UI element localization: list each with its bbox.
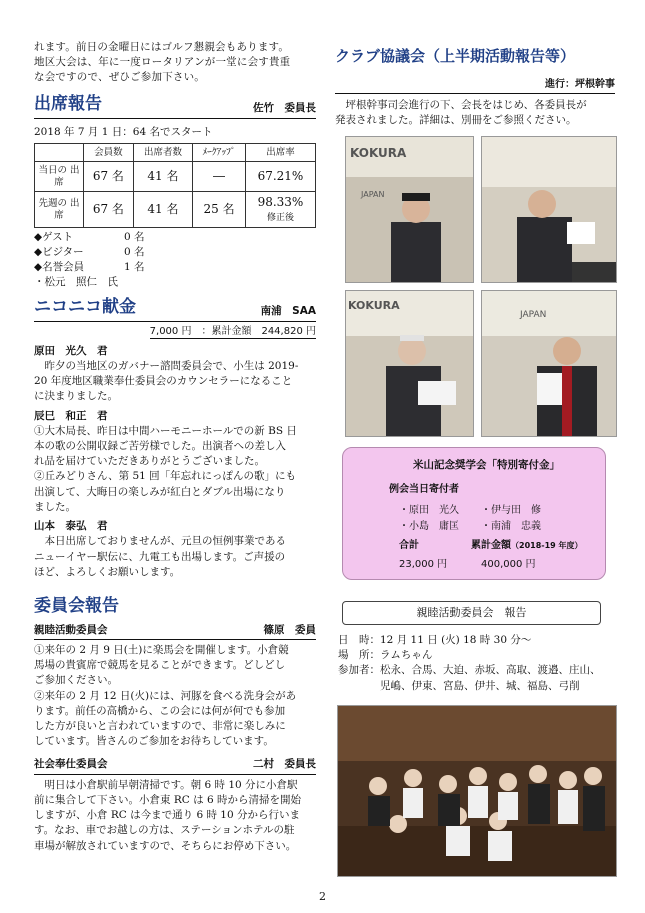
text-line: ①大木局長、昨日は中間ハーモニーホールでの新 BS 日: [34, 424, 297, 437]
committee-name: 社会奉仕委員会: [34, 758, 108, 771]
right-column: [335, 40, 615, 129]
text-line: 前に集合して下さい。小倉東 RC は 6 時から清掃を開始: [34, 793, 301, 806]
table-header-cell: 出席者数: [133, 143, 192, 162]
shinboku-place: 場 所：ラムちゃん: [338, 649, 433, 662]
rate-note: 修正後: [266, 212, 294, 223]
guest-value: 0 名: [124, 245, 145, 258]
guest-label: ◆ビジター: [34, 245, 84, 258]
table-header-cell: 出席率: [245, 143, 315, 162]
fund-donor: ・小島 庸匡: [399, 521, 459, 532]
text-line: しています。皆さんのご参加をお待ちしています。: [34, 735, 274, 748]
table-header-cell: 会員数: [84, 143, 134, 162]
guest-value: 0 名: [124, 230, 145, 243]
shinboku-participants: 参加者：松永、合馬、大迫、赤坂、高取、渡邉、庄山、: [338, 664, 601, 677]
text-line: ニューイヤー駅伝に、九電工も出場します。ご声援の: [34, 550, 286, 563]
text-line: 本日出席しておりませんが、元旦の恒例事業である: [44, 535, 286, 548]
page-number: 2: [319, 890, 326, 903]
text-line: 昨夕の当地区のガバナー諮問委員会で、小生は 2019-: [44, 359, 299, 372]
text-line: 20 年度地区職業奉仕委員会のカウンセラーになること: [34, 375, 293, 388]
entry-text: [34, 359, 316, 405]
intro-line: 地区大会は、年に一度ロータリアンが一堂に会す貴重: [34, 56, 291, 69]
photo-speaker-4: [481, 290, 617, 437]
honorary-name: ・松元 照仁 氏: [34, 276, 118, 289]
committee-text: [34, 778, 316, 854]
photo-speaker-1: [345, 136, 474, 283]
committee-reporter: 篠原 委員: [263, 623, 316, 636]
attendance-header: [34, 92, 316, 120]
svg-text:JAPAN: JAPAN: [520, 310, 547, 320]
svg-text:KOKURA: KOKURA: [350, 146, 407, 160]
attendance-reporter: 佐竹 委員長: [253, 102, 316, 115]
text-line: ほど、よろしくお願いします。: [34, 565, 181, 578]
cell-present: 41 名: [133, 192, 192, 227]
guest-label: ◆名誉会員: [34, 261, 85, 274]
yoneyama-fund-box: [342, 447, 606, 580]
intro-text: [34, 40, 316, 86]
text-line: 本の歌の公開収録ご苦労様でした。出演者への差し入: [34, 440, 286, 453]
shinboku-details: [338, 633, 618, 694]
attendance-table: [34, 143, 316, 228]
committee-name: 親睦活動委員会: [34, 623, 108, 636]
text-line: 馬場の貴賓席で競馬を見ることができます。どしどし: [34, 659, 286, 672]
club-text: [335, 98, 615, 128]
niconico-header: [34, 295, 316, 323]
text-line: ②来年の 2 月 12 日(火)には、河豚を食べる洗身会があ: [34, 689, 297, 702]
text-line: ②丘みどりさん、第 51 回「年忘れにっぽんの歌」にも: [34, 470, 296, 483]
text-line: に決まりました。: [34, 390, 118, 403]
committee-reporter: 二村 委員長: [253, 758, 316, 771]
text-line: した方が良いと言われていますので、非常に楽しみに: [34, 719, 286, 732]
shinboku-participants-cont: 児嶋、伊東、宮島、伊井、城、福島、弓削: [380, 679, 580, 692]
fund-total-value: 23,000 円: [399, 559, 448, 570]
text-line: れ品を届けていただきありがとうございました。: [34, 455, 265, 468]
niconico-amount: [34, 325, 316, 340]
row-label: 先週の 出席: [35, 192, 84, 227]
fund-donor: ・南浦 忠義: [481, 521, 541, 532]
cell-members: 67 名: [84, 162, 134, 192]
club-title: クラブ協議会（上半期活動報告等）: [335, 47, 576, 65]
intro-line: れます。前日の金曜日にはゴルフ懇親会もあります。: [34, 41, 290, 53]
committee-header: [34, 594, 316, 621]
speaker-photo-image: [346, 291, 473, 436]
speaker-photo-image: [482, 137, 616, 282]
table-header-cell: [35, 143, 84, 162]
svg-text:JAPAN: JAPAN: [361, 190, 385, 199]
entry-text: [34, 534, 316, 580]
cell-rate: [245, 192, 315, 227]
text-line: す。なお、車でお越しの方は、ステーションホテルの駐: [34, 824, 295, 837]
text-line: しますが、小倉 RC は今まで通り 6 時 10 分から行いま: [34, 809, 301, 822]
svg-text:KOKURA: KOKURA: [348, 299, 400, 312]
entry-name: 辰巳 和正 君: [34, 409, 108, 422]
table-row: [35, 192, 316, 227]
speaker-photo-image: [346, 137, 473, 282]
fund-cum-value: 400,000 円: [481, 559, 536, 570]
list-item: [34, 245, 316, 260]
fund-donors-label: 例会当日寄付者: [389, 484, 459, 495]
text-line: 発表されました。詳細は、別冊をご参照ください。: [335, 114, 577, 127]
guest-list: [34, 230, 316, 291]
text-line: 車場が解放されていますので、そちらにお停め下さい。: [34, 839, 297, 852]
cell-members: 67 名: [84, 192, 134, 227]
speaker-photo-image: [482, 291, 616, 436]
fund-total-label: 合計: [399, 540, 419, 551]
rate-value: 98.33%: [257, 195, 304, 210]
photo-speaker-2: [481, 136, 617, 283]
fund-donor: ・伊与田 修: [481, 505, 541, 516]
committee-subheader: [34, 623, 316, 640]
shinboku-date: 日 時：12 月 11 日 (火) 18 時 30 分～: [338, 634, 532, 646]
list-item: [34, 230, 316, 245]
attendance-title: 出席報告: [34, 93, 102, 114]
table-header-row: [35, 143, 316, 162]
niconico-reporter: 南浦 SAA: [260, 305, 316, 318]
text-line: ①来年の 2 月 9 日(土)に楽馬会を開催します。小倉競: [34, 643, 289, 656]
niconico-title: ニコニコ献金: [34, 296, 136, 317]
list-item: [34, 260, 316, 275]
fund-cum-label-text: 累計金額: [471, 540, 511, 551]
text-line: 出演して、大晦日の楽しみが紅白とダブル出場になり: [34, 485, 286, 498]
fund-cum-note: （2018-19 年度）: [511, 541, 583, 550]
cell-rate: 67.21%: [245, 162, 315, 192]
fund-title: 米山記念奨学会「特別寄付金」: [413, 459, 560, 471]
table-row: [35, 162, 316, 192]
text-line: ました。: [34, 500, 76, 513]
photo-speaker-3: [345, 290, 474, 437]
fund-cum-label: [471, 539, 583, 554]
intro-line: な会ですので、ぜひご参加下さい。: [34, 71, 205, 84]
committee-title: 委員会報告: [34, 596, 119, 617]
text-line: 坪根幹事司会進行の下、会長をはじめ、各委員長が: [345, 99, 587, 112]
guest-value: 1 名: [124, 261, 145, 274]
entry-name: 山本 泰弘 君: [34, 520, 108, 533]
committee-subheader: [34, 757, 316, 774]
text-line: ご参加ください。: [34, 674, 118, 687]
cell-makeup: ―: [193, 162, 246, 192]
table-header-cell: ﾒｰｸｱｯﾌﾟ: [193, 143, 246, 162]
shinboku-title-box: [342, 601, 601, 625]
shinboku-title: 親睦活動委員会 報告: [416, 606, 527, 620]
group-photo-image: [338, 706, 616, 876]
entry-text: [34, 424, 316, 515]
photo-group-party: [337, 705, 617, 877]
club-moderator: 進行：坪根幹事: [335, 78, 615, 95]
text-line: ります。前任の高橋から、この会には何が何でも参加: [34, 704, 286, 717]
niconico-amount-text: 7,000 円 ：累計金額 244,820 円: [149, 326, 316, 338]
fund-donor: ・原田 光久: [399, 505, 459, 516]
row-label: 当日の 出席: [35, 162, 84, 192]
guest-label: ◆ゲスト: [34, 230, 74, 243]
cell-present: 41 名: [133, 162, 192, 192]
cell-makeup: 25 名: [193, 192, 246, 227]
text-line: 明日は小倉駅前早朝清掃です。朝 6 時 10 分に小倉駅: [44, 778, 298, 791]
committee-text: [34, 643, 316, 750]
entry-name: 原田 光久 君: [34, 344, 108, 357]
attendance-summary: 2018 年 7 月 1 日：64 名でスタート: [34, 126, 213, 139]
left-column: [34, 40, 316, 854]
